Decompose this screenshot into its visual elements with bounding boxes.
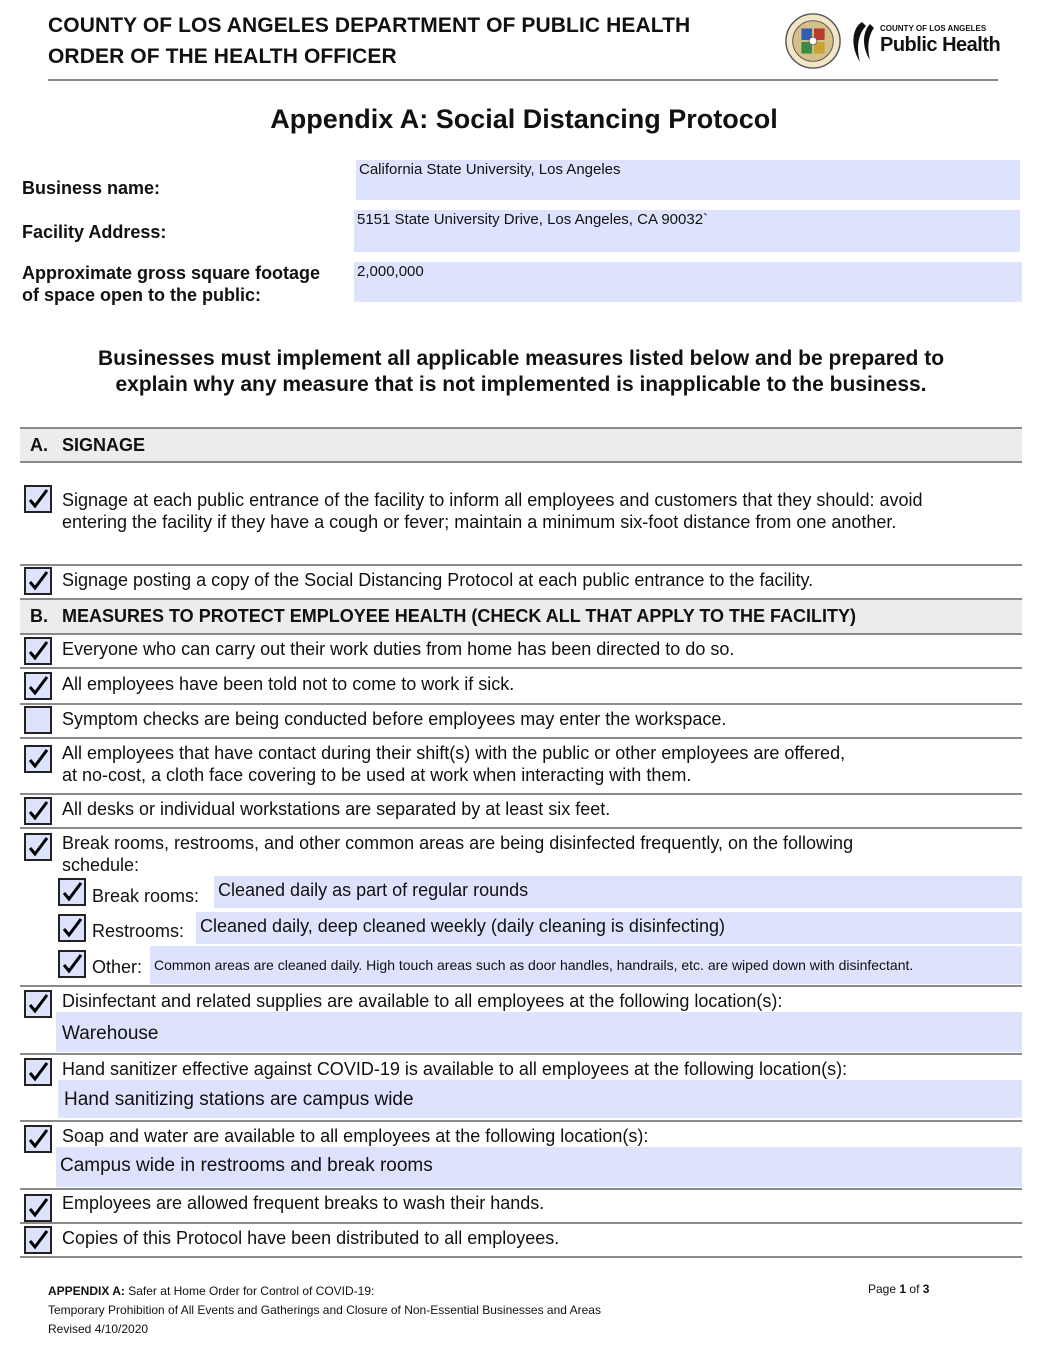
page-number <box>868 1282 929 1296</box>
sanitizer-location-field[interactable]: Hand sanitizing stations are campus wide <box>58 1080 1022 1118</box>
header-line-2: ORDER OF THE HEALTH OFFICER <box>48 45 397 68</box>
other-field[interactable]: Common areas are cleaned daily. High touch areas such as door handles, handrails, etc. are wiped down with disinfectant. <box>150 946 1022 984</box>
item-hand-sanitizer: Hand sanitizer effective against COVID-19 is available to all employees at the following location(s): <box>62 1059 848 1079</box>
footer-line-1-text: Safer at Home Order for Control of COVID-19: <box>128 1284 375 1298</box>
checkbox-frequent-breaks[interactable] <box>24 1194 52 1222</box>
item-protocol-copies: Copies of this Protocol have been distributed to all employees. <box>62 1228 560 1248</box>
public-health-logo <box>848 18 1001 66</box>
rule <box>20 1120 1022 1122</box>
footer-line-2: Temporary Prohibition of All Events and Gatherings and Closure of Non-Essential Businesses and Areas <box>48 1303 601 1317</box>
page-of: of <box>909 1282 920 1296</box>
logo-big-text: Public Health <box>880 34 1001 56</box>
square-footage-label-1: Approximate gross square footage <box>22 263 321 283</box>
page-current: 1 <box>899 1282 907 1296</box>
checkbox-signage-entrance[interactable] <box>24 485 52 513</box>
footer-label: APPENDIX A: <box>48 1284 125 1298</box>
checkbox-other[interactable] <box>58 950 86 978</box>
checkbox-protocol-copies[interactable] <box>24 1226 52 1254</box>
page-title: Appendix A: Social Distancing Protocol <box>270 104 778 134</box>
item-workstations: All desks or individual workstations are separated by at least six feet. <box>62 799 611 819</box>
header-line-1: COUNTY OF LOS ANGELES DEPARTMENT OF PUBLIC HEALTH <box>48 14 691 37</box>
checkbox-workstations[interactable] <box>24 797 52 825</box>
item-signage-entrance-line-2: entering the facility if they have a cough or fever; maintain a minimum six-foot distance from one another. <box>62 512 897 532</box>
rule <box>20 667 1022 669</box>
checkbox-hand-sanitizer[interactable] <box>24 1058 52 1086</box>
item-signage-entrance-line-1: Signage at each public entrance of the facility to inform all employees and customers that they should: avoid <box>62 490 923 510</box>
checkbox-face-covering[interactable] <box>24 745 52 773</box>
notice-text <box>40 346 1002 398</box>
notice-line-1: Businesses must implement all applicable measures listed below and be prepared to <box>97 347 945 370</box>
item-frequent-breaks: Employees are allowed frequent breaks to wash their hands. <box>62 1193 545 1213</box>
county-seal-icon <box>784 12 842 70</box>
rule <box>20 985 1022 987</box>
item-work-from-home: Everyone who can carry out their work duties from home has been directed to do so. <box>62 639 735 659</box>
rule <box>20 633 1022 635</box>
rule <box>20 564 1022 566</box>
checkbox-restrooms[interactable] <box>58 914 86 942</box>
restrooms-field[interactable]: Cleaned daily, deep cleaned weekly (daily cleaning is disinfecting) <box>196 912 1022 944</box>
section-b-header <box>20 600 1022 633</box>
restrooms-label: Restrooms: <box>92 921 185 941</box>
rule <box>20 703 1022 705</box>
business-name-label: Business name: <box>22 178 161 198</box>
item-sick-employees: All employees have been told not to come to work if sick. <box>62 674 515 694</box>
rule <box>20 793 1022 795</box>
break-rooms-field[interactable]: Cleaned daily as part of regular rounds <box>214 876 1022 908</box>
checkbox-signage-protocol[interactable] <box>24 567 52 595</box>
rule <box>20 1256 1022 1258</box>
item-symptom-checks: Symptom checks are being conducted before employees may enter the workspace. <box>62 709 727 729</box>
header-divider <box>48 79 998 81</box>
business-name-field[interactable]: California State University, Los Angeles <box>356 160 1020 200</box>
facility-address-field[interactable]: 5151 State University Drive, Los Angeles, CA 90032` <box>354 210 1020 252</box>
item-disinfection-line-2: schedule: <box>62 855 140 875</box>
rule <box>20 1188 1022 1190</box>
rule <box>20 737 1022 739</box>
item-disinfectant: Disinfectant and related supplies are available to all employees at the following location(s): <box>62 991 783 1011</box>
notice-line-2: explain why any measure that is not implemented is inapplicable to the business. <box>115 373 927 396</box>
checkbox-sick-employees[interactable] <box>24 672 52 700</box>
item-signage-protocol: Signage posting a copy of the Social Distancing Protocol at each public entrance to the facility. <box>62 570 814 590</box>
logo-small-text: COUNTY OF LOS ANGELES <box>880 24 987 33</box>
soap-location-field[interactable]: Campus wide in restrooms and break rooms <box>56 1147 1022 1187</box>
section-a-letter: A. <box>30 434 48 455</box>
square-footage-label-2: of space open to the public: <box>22 285 262 305</box>
checkbox-disinfection-schedule[interactable] <box>24 833 52 861</box>
section-a-header <box>20 429 1022 461</box>
rule <box>20 1222 1022 1224</box>
item-disinfection-schedule <box>62 832 1017 876</box>
facility-address-label: Facility Address: <box>22 222 167 242</box>
page-word: Page <box>868 1282 897 1296</box>
item-face-covering-line-1: All employees that have contact during their shift(s) with the public or other employees are offered, <box>62 743 846 763</box>
item-face-covering <box>62 742 1017 786</box>
checkbox-symptom-checks[interactable] <box>24 706 52 734</box>
footer-line-3: Revised 4/10/2020 <box>48 1322 149 1336</box>
item-face-covering-line-2: at no-cost, a cloth face covering to be used at work when interacting with them. <box>62 765 692 785</box>
section-b-letter: B. <box>30 606 48 626</box>
page-total: 3 <box>922 1282 930 1296</box>
rule <box>20 461 1022 463</box>
footer-line-1 <box>48 1282 374 1301</box>
checkbox-work-from-home[interactable] <box>24 637 52 665</box>
item-disinfection-line-1: Break rooms, restrooms, and other common areas are being disinfected frequently, on the following <box>62 833 854 853</box>
section-b-title: MEASURES TO PROTECT EMPLOYEE HEALTH (CHECK ALL THAT APPLY TO THE FACILITY) <box>62 606 857 626</box>
break-rooms-label: Break rooms: <box>92 886 200 906</box>
item-signage-entrance <box>62 489 1017 533</box>
disinfectant-location-field[interactable]: Warehouse <box>56 1012 1022 1052</box>
rule <box>20 1053 1022 1055</box>
checkbox-disinfectant[interactable] <box>24 990 52 1018</box>
square-footage-field[interactable]: 2,000,000 <box>354 262 1022 302</box>
checkbox-break-rooms[interactable] <box>58 878 86 906</box>
rule <box>20 827 1022 829</box>
checkbox-soap-water[interactable] <box>24 1125 52 1153</box>
section-a-title: SIGNAGE <box>62 434 146 455</box>
other-label: Other: <box>92 957 143 977</box>
item-soap-water: Soap and water are available to all employees at the following location(s): <box>62 1126 649 1146</box>
